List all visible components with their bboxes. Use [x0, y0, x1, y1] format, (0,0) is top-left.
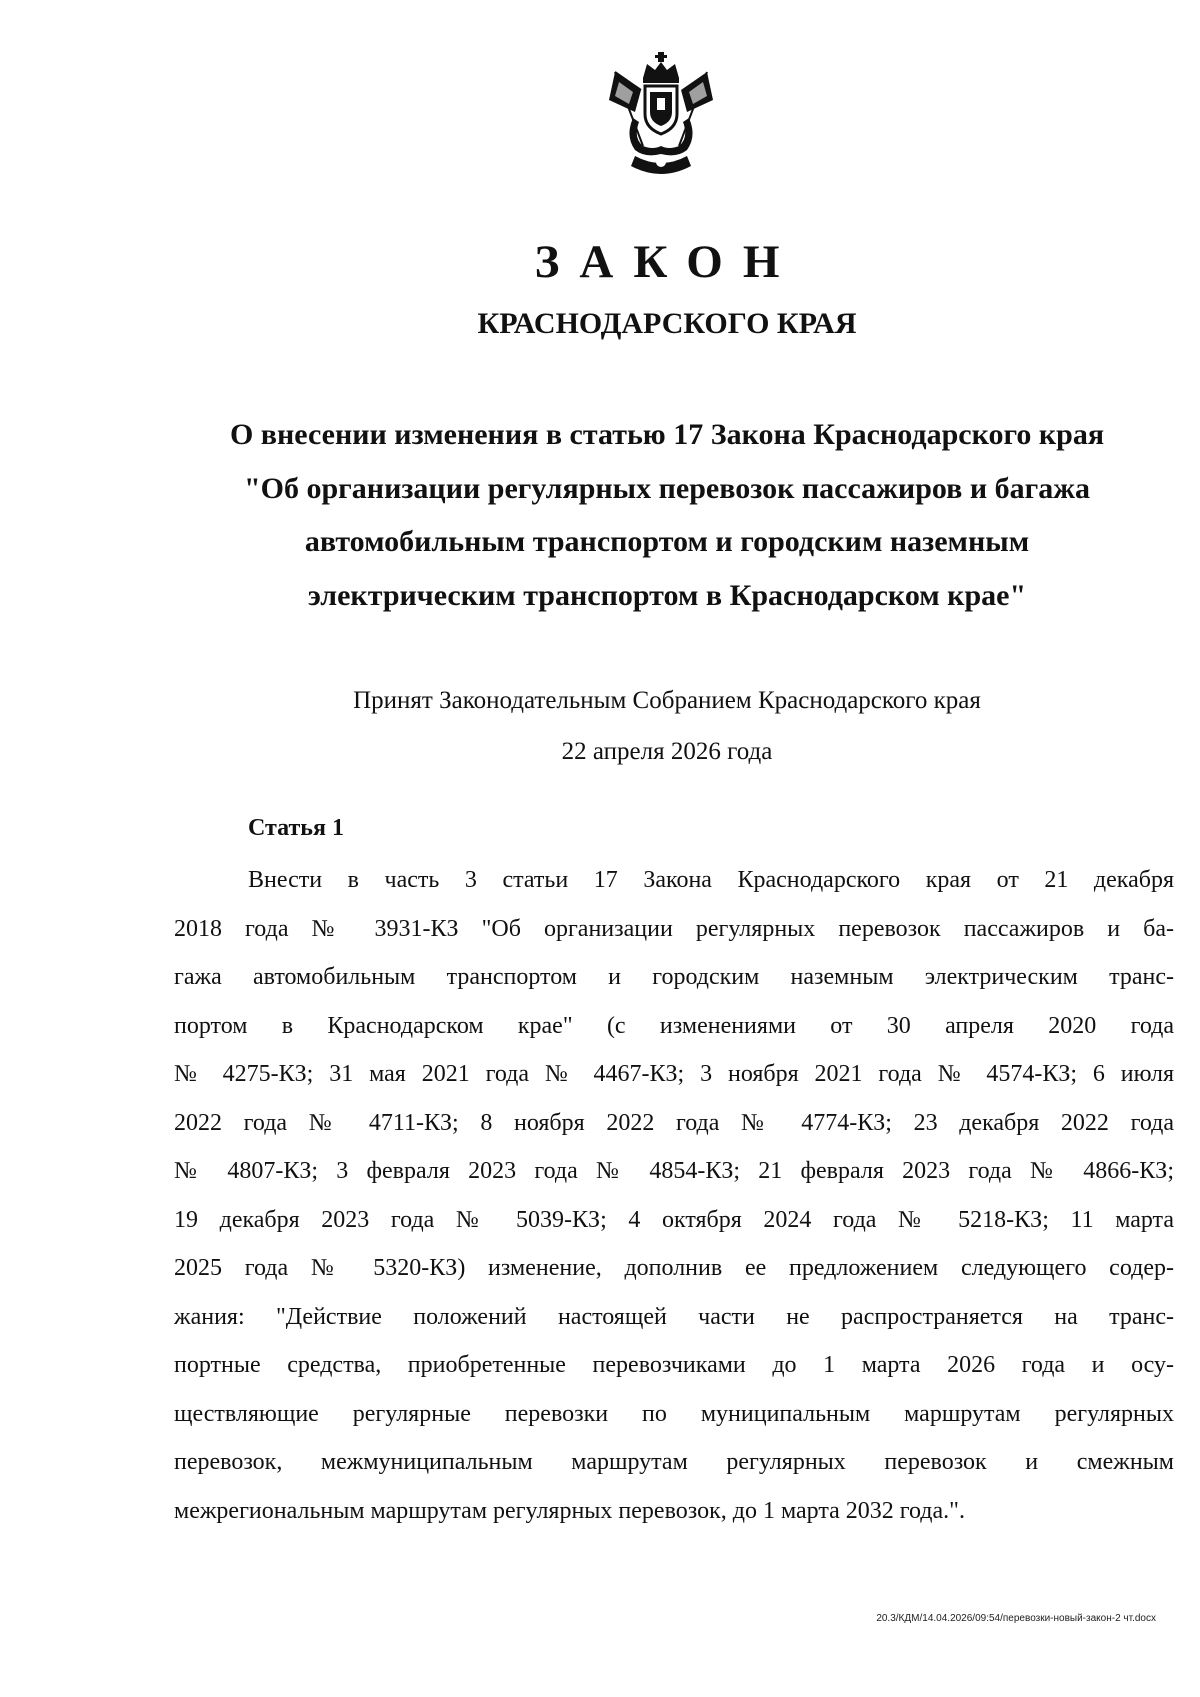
article-line: 19 декабря 2023 года № 5039-КЗ; 4 октября 2024 года № 5218-КЗ; 11 марта	[174, 1206, 1174, 1233]
article-line: портом в Краснодарском крае" (с изменениями от 30 апреля 2020 года	[174, 1012, 1174, 1039]
law-name-line: электрическим транспортом в Краснодарском крае"	[307, 578, 1027, 612]
document-title: ЗАКОН	[534, 236, 800, 288]
article-line: портные средства, приобретенные перевозчиками до 1 марта 2026 года и осу-	[174, 1352, 1174, 1378]
law-name-line: автомобильным транспортом и городским наземным	[304, 525, 1030, 558]
article-line: гажа автомобильным транспортом и городским наземным электрическим транс-	[174, 964, 1174, 990]
coat-of-arms-icon	[605, 50, 717, 182]
article-body	[174, 856, 1174, 1535]
article-line: Внести в часть 3 статьи 17 Закона Краснодарского края от 21 декабря	[248, 867, 1174, 893]
article-line: жания: "Действие положений настоящей части не распространяется на транс-	[174, 1303, 1174, 1330]
article-line: межрегиональным маршрутам регулярных перевозок, до 1 марта 2032 года.".	[174, 1497, 965, 1524]
law-name	[150, 408, 1184, 622]
adoption-body: Принят Законодательным Собранием Краснодарского края	[353, 687, 981, 714]
adoption-note	[150, 675, 1184, 777]
article-heading: Статья 1	[248, 815, 344, 841]
file-reference-note: 20.3/КДМ/14.04.2026/09:54/перевозки-новый-закон-2 чт.docx	[876, 1613, 1156, 1624]
adoption-date: 22 апреля 2026 года	[561, 738, 773, 765]
article-line: № 4275-КЗ; 31 мая 2021 года № 4467-КЗ; 3 ноября 2021 года № 4574-КЗ; 6 июля	[174, 1061, 1174, 1087]
article-line: № 4807-КЗ; 3 февраля 2023 года № 4854-КЗ; 21 февраля 2023 года № 4866-КЗ;	[174, 1158, 1174, 1184]
document-subtitle: КРАСНОДАРСКОГО КРАЯ	[477, 307, 857, 340]
article-line: ществляющие регулярные перевозки по муниципальным маршрутам регулярных	[174, 1400, 1174, 1427]
article-line: 2025 года № 5320-КЗ) изменение, дополнив ее предложением следующего содер-	[174, 1255, 1174, 1281]
law-name-line: О внесении изменения в статью 17 Закона Краснодарского края	[229, 418, 1105, 451]
article-line: перевозок, межмуниципальным маршрутам регулярных перевозок и смежным	[174, 1449, 1174, 1475]
article-line: 2018 года № 3931-КЗ "Об организации регулярных перевозок пассажиров и ба-	[174, 915, 1174, 942]
law-name-line: "Об организации регулярных перевозок пассажиров и багажа	[244, 471, 1090, 505]
article-line: 2022 года № 4711-КЗ; 8 ноября 2022 года № 4774-КЗ; 23 декабря 2022 года	[174, 1109, 1174, 1136]
